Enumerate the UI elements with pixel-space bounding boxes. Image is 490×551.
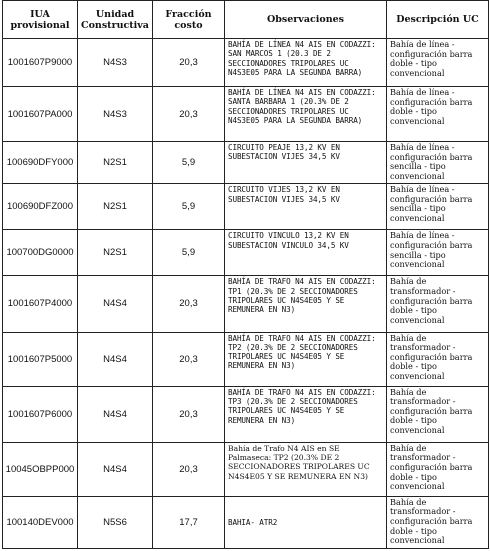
table-row [3,142,489,184]
uc-cell: N4S4 [78,442,153,496]
observaciones-cell: BAHÍA DE LÍNEA N4 AIS EN CODAZZI: SANTA BARBARA 1 (20.3% DE 2 SECCIONADORES TRIPOLARES UC N4S3E05 PARA LA SEGUNDA BARRA) [225,87,387,142]
iua-cell: 1001607P4000 [3,276,78,332]
fraccion-cell: 20,3 [153,442,225,496]
uc-cell: N4S4 [78,386,153,442]
fraccion-cell: 17,7 [153,496,225,548]
fraccion-cell: 5,9 [153,184,225,230]
descripcion-cell: Bahía de línea - configuración barra doble - tipo convencional [387,39,489,87]
descripcion-cell: Bahía de transformador - configuración barra doble - tipo convencional [387,332,489,386]
observaciones-cell: BAHÍA DE LÍNEA N4 AIS EN CODAZZI: SAN MARCOS 1 (20.3 DE 2 SECCIONADORES TRIPOLARES UC N4S3E05 PARA LA SEGUNDA BARRA) [225,39,387,87]
header-unidad: Unidad Constructiva [78,1,153,39]
observaciones-cell: BAHÍA DE TRAFO N4 AIS EN CODAZZI: TP3 (20.3% DE 2 SECCIONADORES TRIPOLARES UC N4S4E05 Y SE REMUNERA EN N3) [225,386,387,442]
fraccion-cell: 20,3 [153,276,225,332]
descripcion-cell: Bahía de línea - configuración barra sencilla - tipo convencional [387,184,489,230]
iua-cell: 10045OBPP000 [3,442,78,496]
fraccion-cell: 20,3 [153,386,225,442]
table-row [3,184,489,230]
table-row [3,386,489,442]
table-row [3,332,489,386]
iua-cell: 100690DFZ000 [3,184,78,230]
uc-cell: N4S3 [78,87,153,142]
observaciones-cell: BAHÍA DE TRAFO N4 AIS EN CODAZZI: TP2 (20.3% DE 2 SECCIONADORES TRIPOLARES UC N4S4E05 Y SE REMUNERA EN N3) [225,332,387,386]
iua-cell: 100140DEV000 [3,496,78,548]
descripcion-cell: Bahía de transformador - configuración barra doble - tipo convencional [387,276,489,332]
fraccion-cell: 5,9 [153,230,225,276]
fraccion-cell: 5,9 [153,142,225,184]
table-row [3,39,489,87]
fraccion-cell: 20,3 [153,39,225,87]
observaciones-cell: BAHÍA DE TRAFO N4 AIS EN CODAZZI: TP1 (20.3% DE 2 SECCIONADORES TRIPOLARES UC N4S4E05 Y SE REMUNERA EN N3) [225,276,387,332]
fraccion-cell: 20,3 [153,87,225,142]
fraccion-cell: 20,3 [153,332,225,386]
uc-cell: N5S6 [78,496,153,548]
uc-cell: N2S1 [78,142,153,184]
iua-cell: 1001607P5000 [3,332,78,386]
table-row [3,496,489,548]
uc-cell: N4S3 [78,39,153,87]
header-iua: IUA provisional [3,1,78,39]
table-row [3,87,489,142]
descripcion-cell: Bahía de transformador - configuración barra doble - tipo convencional [387,386,489,442]
observaciones-cell: Bahía de Trafo N4 AIS en SE Palmaseca: TP2 (20.3% DE 2 SECCIONADORES TRIPOLARES UC N4S4E05 Y SE REMUNERA EN N3) [225,442,387,496]
observaciones-cell: BAHIA- ATR2 [225,496,387,548]
uc-table [2,0,489,549]
descripcion-cell: Bahía de línea - configuración barra sencilla - tipo convencional [387,142,489,184]
iua-cell: 100690DFY000 [3,142,78,184]
iua-cell: 1001607P6000 [3,386,78,442]
table-row [3,230,489,276]
iua-cell: 100700DG0000 [3,230,78,276]
uc-cell: N2S1 [78,184,153,230]
header-descripcion: Descripción UC [387,1,489,39]
header-observaciones: Observaciones [225,1,387,39]
observaciones-cell: CIRCUITO VIJES 13,2 KV EN SUBESTACION VIJES 34,5 KV [225,184,387,230]
iua-cell: 1001607P9000 [3,39,78,87]
header-fraccion: Fracción costo [153,1,225,39]
table-row [3,442,489,496]
uc-cell: N4S4 [78,276,153,332]
observaciones-cell: CIRCUITO PEAJE 13,2 KV EN SUBESTACION VIJES 34,5 KV [225,142,387,184]
descripcion-cell: Bahía de transformador - configuración barra doble - tipo convencional [387,442,489,496]
descripcion-cell: Bahía de línea - configuración barra doble - tipo convencional [387,87,489,142]
descripcion-cell: Bahía de línea - configuración barra sencilla - tipo convencional [387,230,489,276]
iua-cell: 1001607PA000 [3,87,78,142]
table-row [3,276,489,332]
uc-cell: N2S1 [78,230,153,276]
descripcion-cell: Bahía de transformador - configuración barra doble - tipo convencional [387,496,489,548]
uc-cell: N4S4 [78,332,153,386]
observaciones-cell: CIRCUITO VINCULO 13,2 KV EN SUBESTACION VINCULO 34,5 KV [225,230,387,276]
header-row [3,1,489,39]
